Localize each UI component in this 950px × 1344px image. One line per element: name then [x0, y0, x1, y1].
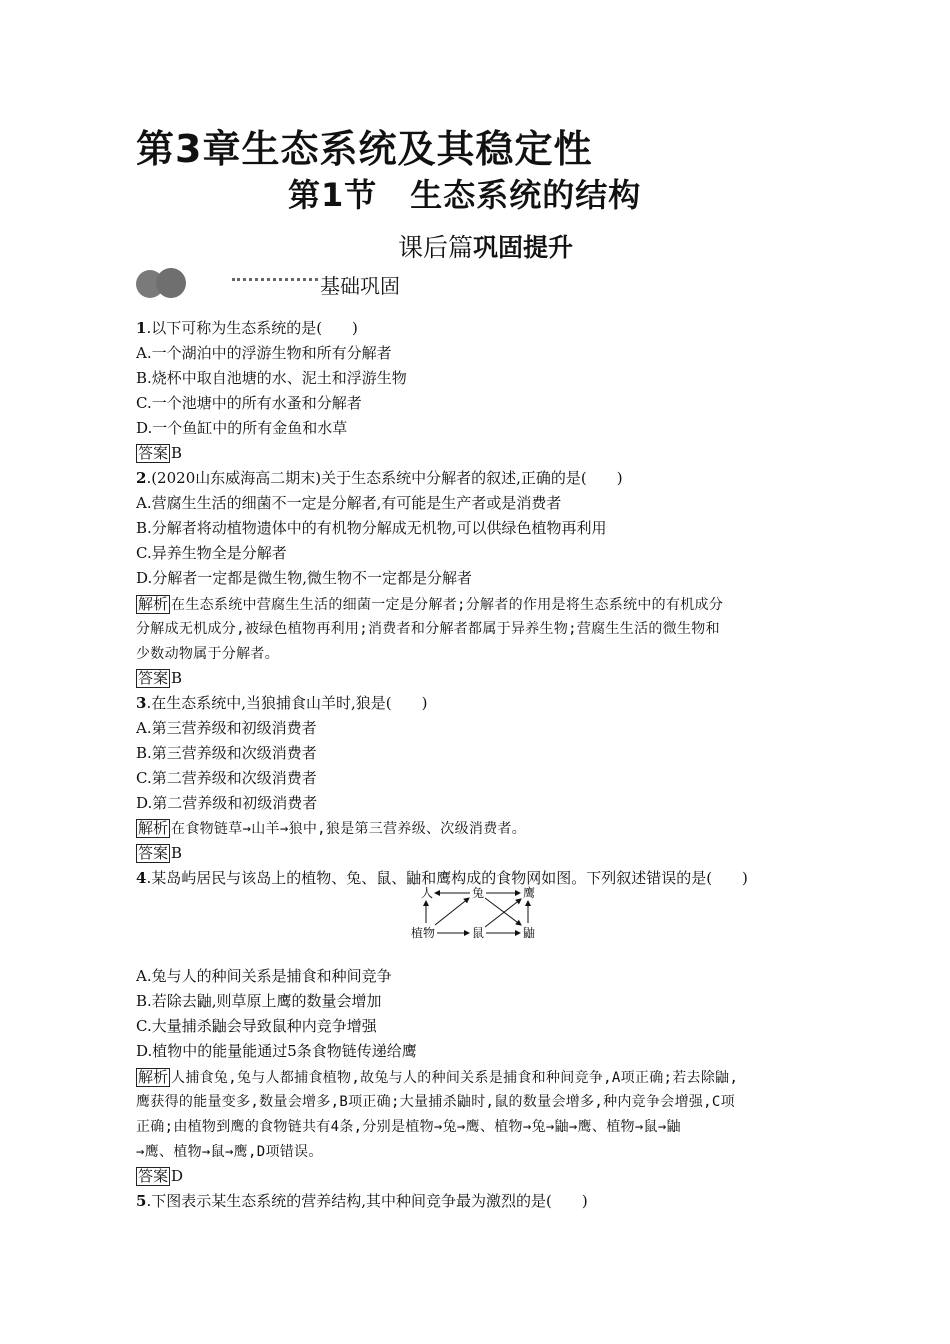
- question-text: .下图表示某生态系统的营养结构,其中种间竞争最为激烈的是( ): [146, 1192, 588, 1210]
- badge-dotted-line: [232, 278, 318, 281]
- node-mouse: 鼠: [472, 926, 485, 940]
- question-3-stem: [136, 693, 427, 713]
- q1-option-c: C.一个池塘中的所有水蚤和分解者: [136, 394, 362, 412]
- basic-badge: [136, 268, 436, 302]
- q3-answer: [136, 843, 182, 863]
- question-2-stem: [136, 468, 623, 488]
- analysis-tag: 解析: [138, 819, 169, 837]
- answer-value: B: [171, 444, 183, 462]
- answer-tag: 答案: [138, 444, 169, 462]
- analysis-line: 在食物链草→山羊→狼中,狼是第三营养级、次级消费者。: [171, 821, 527, 837]
- q2-analysis: [136, 594, 723, 615]
- question-text: .在生态系统中,当狼捕食山羊时,狼是( ): [146, 694, 428, 712]
- analysis-line: 鹰获得的能量变多,数量会增多,B项正确;大量捕杀鼬时,鼠的数量会增多,种内竞争会增强,C项: [136, 1094, 735, 1110]
- q2-option-c: C.异养生物全是分解者: [136, 544, 287, 562]
- question-number: 1: [136, 319, 147, 337]
- arrow-mouse-eagle: [485, 899, 521, 927]
- question-1-stem: [136, 318, 358, 338]
- q2-option-b: B.分解者将动植物遗体中的有机物分解成无机物,可以供绿色植物再利用: [136, 519, 607, 537]
- answer-tag: 答案: [138, 844, 169, 862]
- q2-answer: [136, 668, 182, 688]
- q4-option-a: A.兔与人的种间关系是捕食和种间竞争: [136, 967, 392, 985]
- q4-answer: [136, 1166, 183, 1186]
- question-number: 2: [136, 469, 147, 487]
- analysis-line: 分解成无机成分,被绿色植物再利用;消费者和分解者都属于异养生物;营腐生生活的微生物和: [136, 621, 720, 637]
- analysis-tag: 解析: [138, 1068, 169, 1086]
- section-title: 第1节 生态系统的结构: [288, 176, 642, 214]
- q3-option-b: B.第三营养级和次级消费者: [136, 744, 317, 762]
- question-text: .某岛屿居民与该岛上的植物、兔、鼠、鼬和鹰构成的食物网如图。下列叙述错误的是( ): [146, 869, 748, 887]
- q4-option-c: C.大量捕杀鼬会导致鼠种内竞争增强: [136, 1017, 377, 1035]
- arrow-rabbit-weasel: [485, 898, 521, 925]
- q3-option-a: A.第三营养级和初级消费者: [136, 719, 317, 737]
- answer-value: D: [171, 1167, 184, 1185]
- q2-option-d: D.分解者一定都是微生物,微生物不一定都是分解者: [136, 569, 473, 587]
- answer-value: B: [171, 669, 183, 687]
- analysis-line: →鹰、植物→鼠→鹰,D项错误。: [136, 1144, 323, 1160]
- q1-option-d: D.一个鱼缸中的所有金鱼和水草: [136, 419, 348, 437]
- node-rabbit: 兔: [472, 886, 485, 900]
- q1-option-b: B.烧杯中取自池塘的水、泥土和浮游生物: [136, 369, 407, 387]
- q3-analysis: [136, 818, 526, 839]
- analysis-line: 正确;由植物到鹰的食物链共有4条,分别是植物→兔→鹰、植物→兔→鼬→鹰、植物→鼠→鼬: [136, 1119, 681, 1135]
- analysis-tag: 解析: [138, 595, 169, 613]
- q2-option-a: A.营腐生生活的细菌不一定是分解者,有可能是生产者或是消费者: [136, 494, 562, 512]
- node-weasel: 鼬: [523, 926, 536, 940]
- q4-option-b: B.若除去鼬,则草原上鹰的数量会增加: [136, 992, 382, 1010]
- answer-tag: 答案: [138, 669, 169, 687]
- exercise-title-plain: 课后篇: [398, 233, 474, 262]
- exercise-title: [398, 228, 573, 264]
- badge-circle-icon: [156, 268, 186, 298]
- chapter-title: 第3章生态系统及其稳定性: [136, 127, 593, 171]
- q4-option-d: D.植物中的能量能通过5条食物链传递给鹰: [136, 1042, 417, 1060]
- question-5-stem: [136, 1191, 588, 1211]
- node-eagle: 鹰: [523, 886, 536, 900]
- q3-option-c: C.第二营养级和次级消费者: [136, 769, 317, 787]
- node-plant: 植物: [411, 926, 436, 940]
- question-number: 3: [136, 694, 147, 712]
- question-text: .(2020山东威海高二期末)关于生态系统中分解者的叙述,正确的是( ): [146, 469, 623, 487]
- answer-tag: 答案: [138, 1167, 169, 1185]
- q1-answer: [136, 443, 182, 463]
- q4-analysis: [136, 1067, 738, 1088]
- question-text: .以下可称为生态系统的是( ): [146, 319, 358, 337]
- exercise-title-bold: 巩固提升: [473, 233, 574, 262]
- food-web-diagram: [405, 883, 555, 943]
- badge-label: 基础巩固: [320, 274, 400, 298]
- q3-option-d: D.第二营养级和初级消费者: [136, 794, 318, 812]
- node-human: 人: [421, 886, 434, 900]
- question-number: 5: [136, 1192, 147, 1210]
- analysis-line: 少数动物属于分解者。: [136, 646, 279, 662]
- analysis-line: 在生态系统中营腐生生活的细菌一定是分解者;分解者的作用是将生态系统中的有机成分: [171, 597, 724, 613]
- analysis-line: 人捕食兔,兔与人都捕食植物,故兔与人的种间关系是捕食和种间竞争,A项正确;若去除鼬,: [171, 1070, 739, 1086]
- answer-value: B: [171, 844, 183, 862]
- arrow-plant-rabbit: [435, 898, 469, 925]
- q1-option-a: A.一个湖泊中的浮游生物和所有分解者: [136, 344, 392, 362]
- question-number: 4: [136, 869, 147, 887]
